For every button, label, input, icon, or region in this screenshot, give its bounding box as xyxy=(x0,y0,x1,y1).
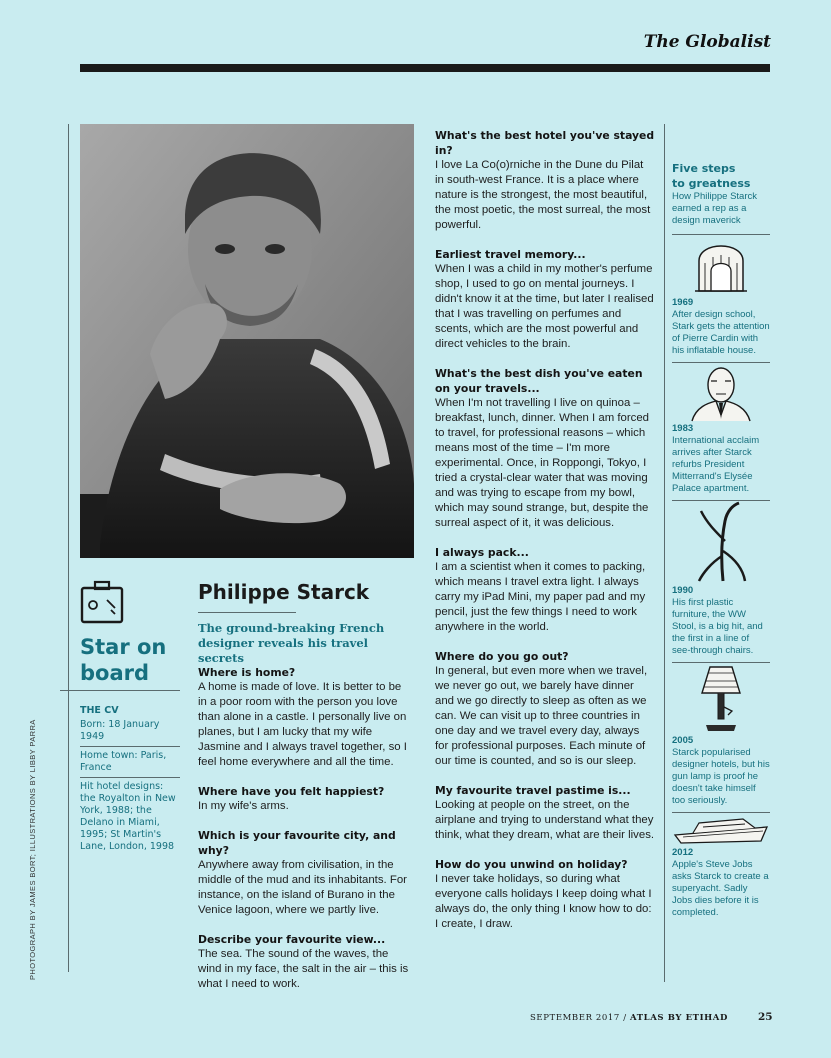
qa-item xyxy=(198,932,412,992)
cv-box xyxy=(80,690,180,856)
qa-column-1 xyxy=(198,665,412,1006)
sidebar-title xyxy=(80,634,180,686)
answer: I am a scientist when it comes to packing, which means I travel extra light. I always carry my iPad Mini, my paper pad and my pencil, just the few things I need to work anywhere in the world. xyxy=(435,561,646,633)
article-name: Philippe Starck xyxy=(198,580,370,604)
step-year: 1990 xyxy=(672,585,694,596)
inflatable-house-icon xyxy=(691,235,751,297)
question: What's the best hotel you've stayed in? xyxy=(435,129,655,157)
qa-item xyxy=(435,545,655,635)
question: Which is your favourite city, and why? xyxy=(198,829,396,857)
step-year: 2012 xyxy=(672,847,694,858)
cv-item: Hit hotel designs: the Royalton in New York, 1988; the Delano in Miami, 1995; St Martin's Lane, London, 1998 xyxy=(80,781,176,852)
gun-lamp-icon xyxy=(696,663,746,735)
cv-item: Home town: Paris, France xyxy=(80,747,180,778)
article-subhead: The ground-breaking French designer reveals his travel secrets xyxy=(198,621,385,665)
qa-item xyxy=(198,784,412,814)
superyacht-icon xyxy=(673,813,769,847)
ww-stool-icon xyxy=(691,501,751,585)
question: Where is home? xyxy=(198,666,296,679)
answer: I never take holidays, so during what everyone calls holidays I keep doing what I always do, the only thing I know how to do: I create, I draw. xyxy=(435,873,652,930)
footer-publication: ATLAS BY ETIHAD xyxy=(629,1013,728,1023)
qa-item xyxy=(198,828,412,918)
answer: I love La Co(o)rniche in the Dune du Pilat in south-west France. It is a place where nature is the strongest, the most beautiful, the most poetic, the most surreal, the most powerful. xyxy=(435,159,651,231)
step-item xyxy=(672,663,770,813)
masthead-logo: The Globalist xyxy=(643,32,771,52)
step-text: International acclaim arrives after Starck refurbs President Mitterrand's Elysée Palace apartment. xyxy=(672,435,760,494)
top-rule xyxy=(80,64,770,72)
qa-item xyxy=(435,247,655,352)
answer: A home is made of love. It is better to be in a poor room with the person you love than alone in a castle. I personally live on planes, but I am lucky that my wife Jasmine and I always travel together, so I feel home everywhere and all the time. xyxy=(198,681,407,768)
answer: When I was a child in my mother's perfume shop, I used to go on mental journeys. I didn't know it at the time, but later I realised that I was travelling on perfumes and scents, which are the most powerful and direct vehicles to the brain. xyxy=(435,263,654,350)
step-item xyxy=(672,813,770,924)
qa-item xyxy=(435,128,655,233)
footer-issue: SEPTEMBER 2017 / xyxy=(530,1013,630,1023)
step-text: His first plastic furniture, the WW Stool, is a big hit, and the first in a line of see-through chairs. xyxy=(672,597,763,656)
step-year: 2005 xyxy=(672,735,694,746)
qa-item xyxy=(198,665,412,770)
cv-item: Born: 18 January 1949 xyxy=(80,716,180,747)
qa-item xyxy=(435,783,655,843)
left-column-rule xyxy=(68,124,69,972)
question: My favourite travel pastime is... xyxy=(435,784,631,797)
step-item xyxy=(672,363,770,501)
answer: In general, but even more when we travel, we never go out, we barely have dinner and we go directly to sleep as often as we can. We can visit up to three countries in one day and we travel every day, always for professional purposes. Each minute of our time is counted, and so is our sleep. xyxy=(435,665,648,767)
page-number: 25 xyxy=(758,1011,773,1023)
question: Earliest travel memory... xyxy=(435,248,586,261)
sidebar-title-line2: board xyxy=(80,661,150,685)
question: Describe your favourite view... xyxy=(198,933,386,946)
sidebar-star-on-board xyxy=(80,580,180,686)
question: Where have you felt happiest? xyxy=(198,785,385,798)
step-text: Apple's Steve Jobs asks Starck to create a superyacht. Sadly Jobs dies before it is completed. xyxy=(672,859,769,918)
five-steps-sidebar xyxy=(672,161,770,924)
answer: When I'm not travelling I live on quinoa – breakfast, lunch, dinner. When I am forced to travel, for professional reasons – which means most of the time – I'm more experimental. Once, in Roppongi, Tokyo, I tried a crystal-clear water that was moving and was trying to escape from my bowl, which may sound strange, but, despite the surreal aspect of it, it was delicious. xyxy=(435,397,650,529)
step-item xyxy=(672,235,770,363)
question: I always pack... xyxy=(435,546,529,559)
photo-credit: PHOTOGRAPH BY JAMES BORT; ILLUSTRATIONS BY LIBBY PARRA xyxy=(28,719,37,980)
qa-column-2 xyxy=(435,128,655,946)
qa-item xyxy=(435,649,655,769)
steps-subtitle: How Philippe Starck earned a rep as a design maverick xyxy=(672,191,770,235)
step-year: 1969 xyxy=(672,297,694,308)
sidebar-title-line1: Star on xyxy=(80,635,167,659)
question: Where do you go out? xyxy=(435,650,569,663)
portrait-photo xyxy=(80,124,414,558)
step-item xyxy=(672,501,770,663)
step-text: After design school, Stark gets the attention of Pierre Cardin with his inflatable house. xyxy=(672,309,770,356)
mitterrand-portrait-icon xyxy=(686,363,756,423)
answer: Anywhere away from civilisation, in the middle of the mud and its inhabitants. For instance, on the island of Burano in the Venice lagoon, where we partly live. xyxy=(198,859,407,916)
answer: Looking at people on the street, on the airplane and trying to understand what they think, what they dream, what are their lives. xyxy=(435,799,655,841)
qa-item xyxy=(435,857,655,932)
qa-item xyxy=(435,366,655,531)
right-column-rule xyxy=(664,124,665,982)
steps-title-line2: to greatness xyxy=(672,177,751,190)
name-rule xyxy=(198,612,296,613)
steps-title-line1: Five steps xyxy=(672,162,736,175)
step-text: Starck popularised designer hotels, but his gun lamp is proof he doesn't take himself too seriously. xyxy=(672,747,770,806)
question: What's the best dish you've eaten on your travels... xyxy=(435,367,643,395)
page-footer xyxy=(530,1013,728,1023)
step-year: 1983 xyxy=(672,423,694,434)
answer: In my wife's arms. xyxy=(198,800,289,812)
question: How do you unwind on holiday? xyxy=(435,858,628,871)
suitcase-icon xyxy=(80,580,124,624)
cv-heading: THE CV xyxy=(60,690,180,716)
answer: The sea. The sound of the waves, the wind in my face, the salt in the air – this is what I need to work. xyxy=(198,948,409,990)
steps-title xyxy=(672,161,770,191)
